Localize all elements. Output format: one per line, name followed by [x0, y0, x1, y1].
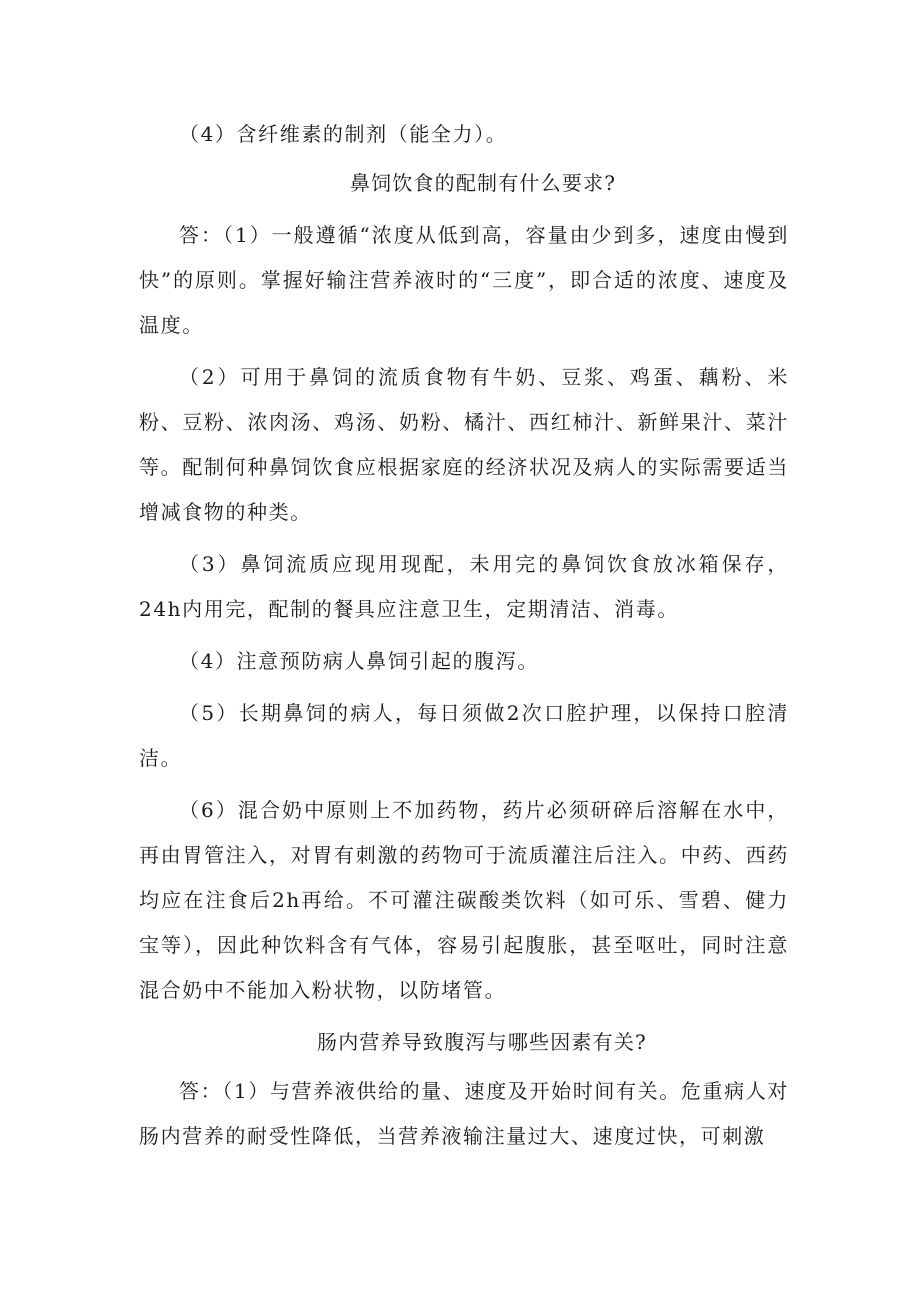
answer-paragraph-2: （2）可用于鼻饲的流质食物有牛奶、豆浆、鸡蛋、藕粉、米粉、豆粉、浓肉汤、鸡汤、奶粉、橘汁、西红柿汁、新鲜果汁、菜汁等。配制何种鼻饲饮食应根据家庭的经济状况及病人的实际需要适当增减食物的种类。	[139, 365, 789, 524]
question-heading-nasal-feeding: 鼻饲饮食的配制有什么要求?	[349, 171, 617, 195]
paragraph-fiber-preparation: （4）含纤维素的制剂（能全力）。	[179, 122, 508, 146]
answer-paragraph-1: 答：（1）一般遵循“浓度从低到高，容量由少到多，速度由慢到快”的原则。掌握好输注营养液时的“三度”，即合适的浓度、速度及温度。	[139, 223, 789, 337]
answer-paragraph-4: （4）注意预防病人鼻饲引起的腹泻。	[179, 649, 539, 673]
answer-paragraph-7: 答：（1）与营养液供给的量、速度及开始时间有关。危重病人对肠内营养的耐受性降低，当营养液输注量过大、速度过快，可刺激	[139, 1079, 789, 1148]
answer-paragraph-5: （5）长期鼻饲的病人，每日须做2次口腔护理，以保持口腔清洁。	[139, 701, 789, 770]
answer-paragraph-3: （3）鼻饲流质应现用现配，未用完的鼻饲饮食放冰箱保存，24h内用完，配制的餐具应注意卫生，定期清洁、消毒。	[139, 552, 789, 621]
answer-paragraph-6: （6）混合奶中原则上不加药物，药片必须研碎后溶解在水中，再由胃管注入，对胃有刺激的药物可于流质灌注后注入。中药、西药均应在注食后2h再给。不可灌注碳酸类饮料（如可乐、雪碧、健力宝等），因此种饮料含有气体，容易引起腹胀，甚至呕吐，同时注意混合奶中不能加入粉状物，以防堵管。	[139, 798, 789, 1002]
question-heading-diarrhea: 肠内营养导致腹泻与哪些因素有关?	[317, 1030, 647, 1054]
document-body	[139, 112, 789, 1166]
